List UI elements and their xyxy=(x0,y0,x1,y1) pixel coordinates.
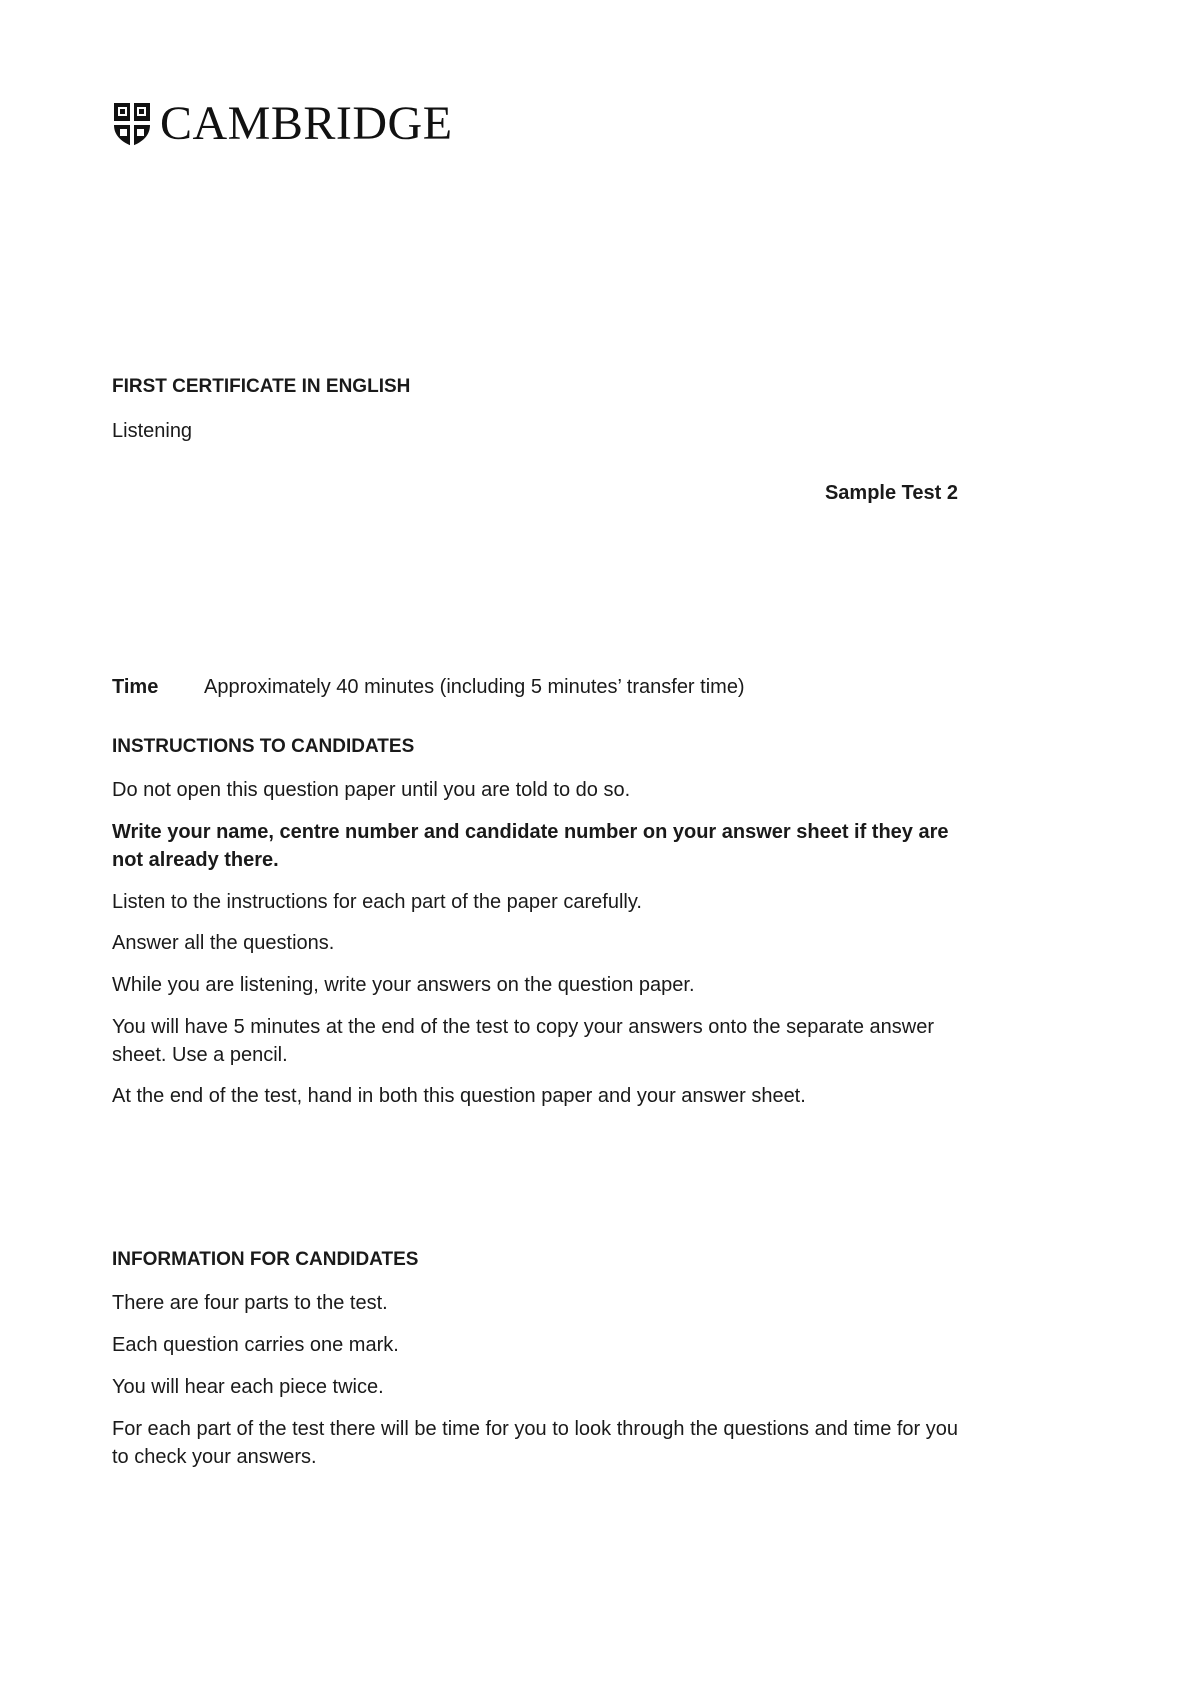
exam-title: FIRST CERTIFICATE IN ENGLISH xyxy=(112,376,411,397)
cambridge-logo xyxy=(112,97,453,150)
time-row xyxy=(112,676,745,699)
information-item: For each part of the test there will be time for you to look through the questions and time for you to check your answers. xyxy=(112,1418,959,1468)
cambridge-shield-icon xyxy=(112,101,152,147)
instruction-item: While you are listening, write your answers on the question paper. xyxy=(112,974,695,996)
instruction-item: At the end of the test, hand in both this question paper and your answer sheet. xyxy=(112,1085,806,1107)
sample-test-label: Sample Test 2 xyxy=(824,482,958,504)
instruction-item: You will have 5 minutes at the end of the test to copy your answers onto the separate answer sheet. Use a pencil. xyxy=(112,1016,934,1066)
time-value: Approximately 40 minutes (including 5 minutes’ transfer time) xyxy=(204,676,745,698)
instruction-item: Answer all the questions. xyxy=(112,932,335,954)
instructions-heading: INSTRUCTIONS TO CANDIDATES xyxy=(112,736,415,757)
information-item: There are four parts to the test. xyxy=(112,1292,388,1314)
instruction-item: Do not open this question paper until you are told to do so. xyxy=(112,779,631,801)
information-item: Each question carries one mark. xyxy=(112,1334,399,1356)
information-heading: INFORMATION FOR CANDIDATES xyxy=(112,1249,419,1270)
instruction-item: Write your name, centre number and candidate number on your answer sheet if they are not already there. xyxy=(112,821,949,871)
information-item: You will hear each piece twice. xyxy=(112,1376,384,1398)
instruction-item: Listen to the instructions for each part of the paper carefully. xyxy=(112,891,642,913)
logo-wordmark: CAMBRIDGE xyxy=(160,97,453,150)
time-label: Time xyxy=(112,676,159,698)
paper-name: Listening xyxy=(112,420,193,442)
